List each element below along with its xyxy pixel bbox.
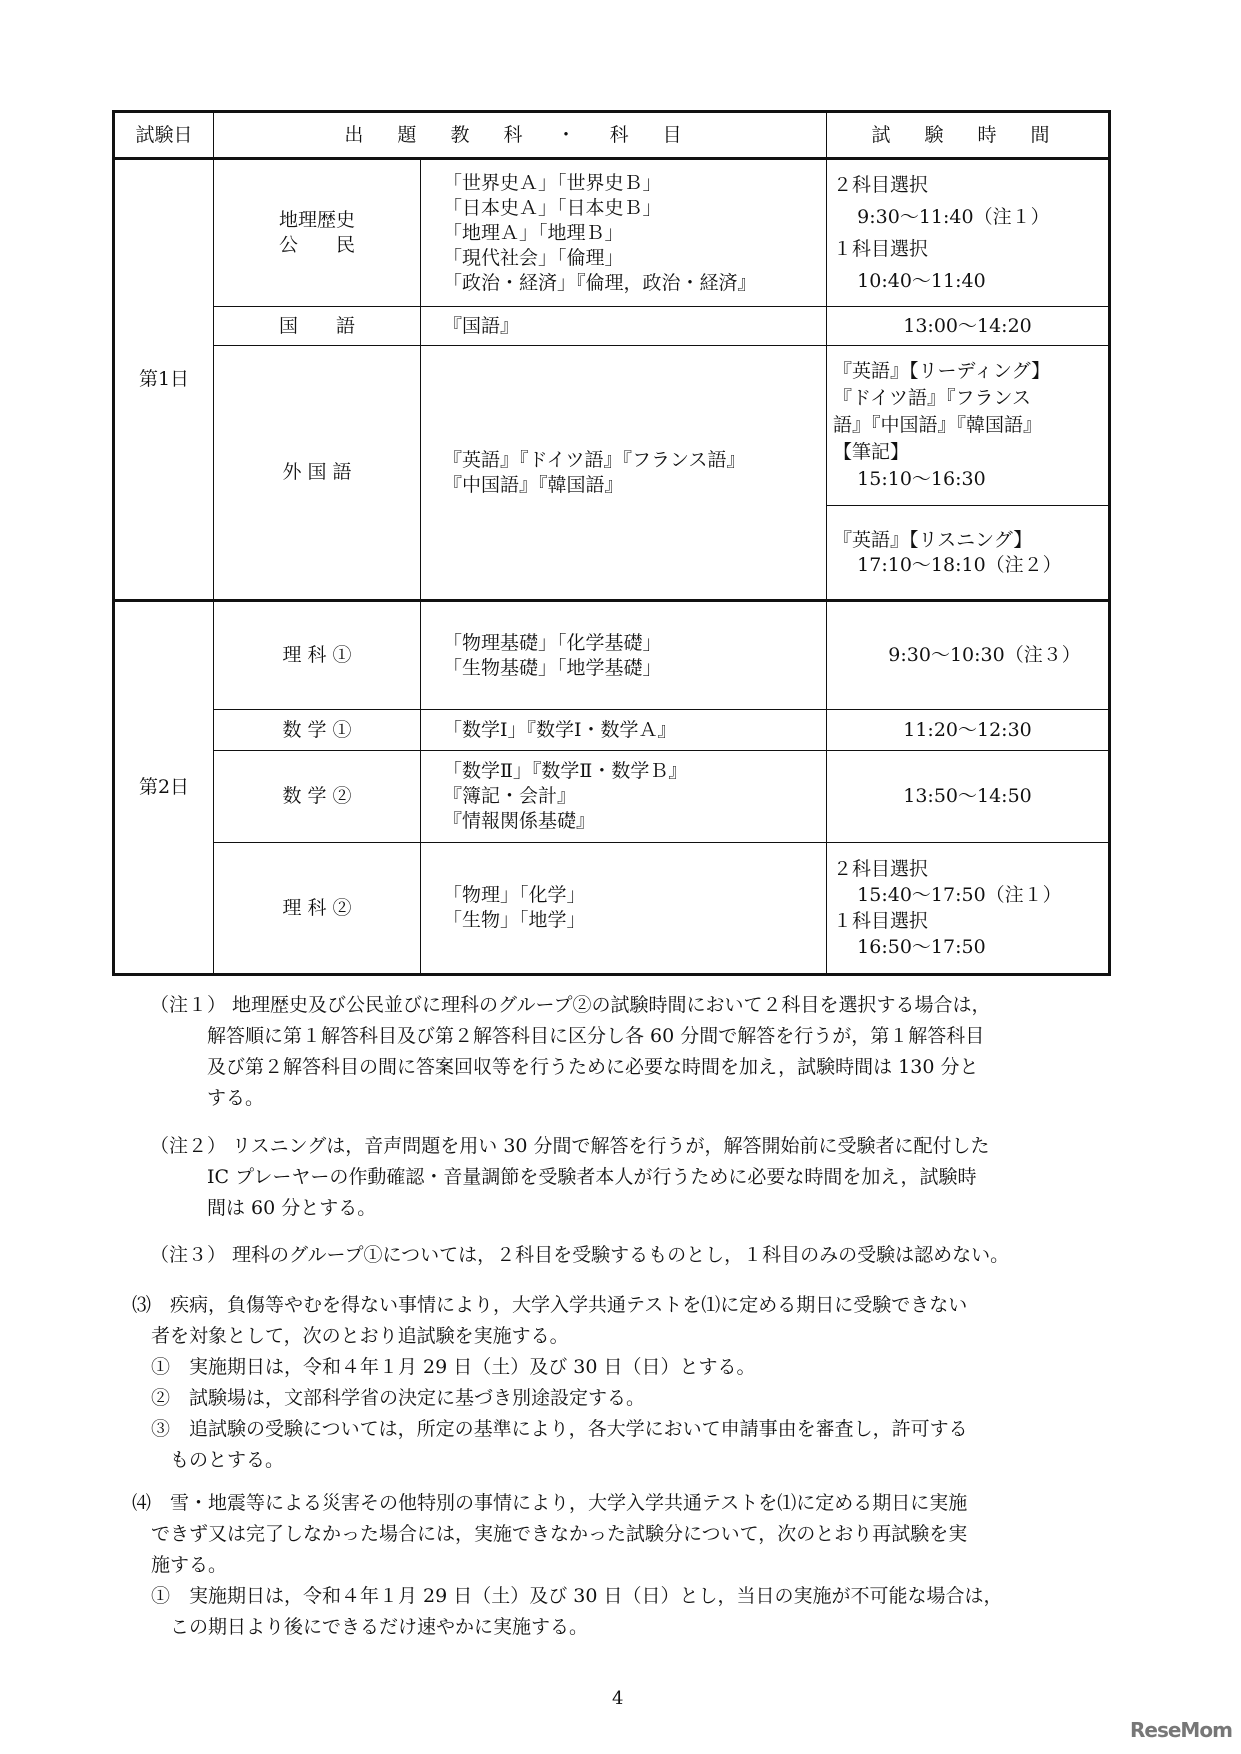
time-cell: ２科目選択 9:30～11:40（注１） １科目選択 10:40～11:40: [827, 159, 1110, 307]
header-time: 試 験 時 間: [827, 112, 1110, 159]
time-cell: 13:50～14:50: [827, 751, 1110, 843]
time-cell: 11:20～12:30: [827, 710, 1110, 751]
subject-cell: 数 学 ①: [214, 710, 421, 751]
table-row: [114, 601, 1110, 710]
note-3: （注３） 理科のグループ①については，２科目を受験するものとし，１科目のみの受験は認めない。: [150, 1244, 1010, 1266]
table-row: [114, 346, 1110, 506]
header-subject: 出 題 教 科 ・ 科 目: [214, 112, 827, 159]
page-number: 4: [612, 1688, 624, 1709]
time-cell-listening: 『英語』【リスニング】 17:10～18:10（注２）: [827, 506, 1110, 601]
paragraph-3: ⑶ 疾病，負傷等やむを得ない事情により，大学入学共通テストを⑴に定める期日に受験できない 者を対象として，次のとおり追試験を実施する。 ① 実施期日は，令和４年１月 29 日（土）及び 30 日（日）とする。 ② 試験場は，文部科学省の決定に基づき別途設定する。 ③ 追試験の受験については，所定の基準により，各大学において申請事由を審査し，許可する ものとする。: [132, 1294, 968, 1471]
time-cell: 13:00～14:20: [827, 307, 1110, 346]
courses-cell: 「物理基礎」「化学基礎」 「生物基礎」「地学基礎」: [421, 601, 827, 710]
table-row: [114, 843, 1110, 975]
courses-cell: 『英語』『ドイツ語』『フランス語』 『中国語』『韓国語』: [421, 346, 827, 601]
time-cell: 9:30～10:30（注３）: [827, 601, 1110, 710]
courses-cell: 「数学Ⅰ」『数学Ⅰ・数学Ａ』: [421, 710, 827, 751]
table-row: [114, 159, 1110, 307]
table-header: [114, 112, 1110, 159]
courses-cell: 『国語』: [421, 307, 827, 346]
time-cell: ２科目選択 15:40～17:50（注１） １科目選択 16:50～17:50: [827, 843, 1110, 975]
subject-cell: 理 科 ②: [214, 843, 421, 975]
table-row: [114, 751, 1110, 843]
subject-cell: 地理歴史 公 民: [214, 159, 421, 307]
courses-cell: 「物理」「化学」 「生物」「地学」: [421, 843, 827, 975]
subject-cell: 国 語: [214, 307, 421, 346]
header-date: 試験日: [114, 112, 214, 159]
day-label: 第2日: [114, 601, 214, 975]
subject-cell: 数 学 ②: [214, 751, 421, 843]
table-row: [114, 307, 1110, 346]
courses-cell: 「世界史Ａ」「世界史Ｂ」 「日本史Ａ」「日本史Ｂ」 「地理Ａ」「地理Ｂ」 「現代社会」「倫理」 「政治・経済」『倫理，政治・経済』: [421, 159, 827, 307]
exam-schedule-table: [112, 110, 1111, 976]
subject-cell: 外 国 語: [214, 346, 421, 601]
courses-cell: 「数学Ⅱ」『数学Ⅱ・数学Ｂ』 『簿記・会計』 『情報関係基礎』: [421, 751, 827, 843]
note-2: （注２） リスニングは，音声問題を用い 30 分間で解答を行うが，解答開始前に受験者に配付した IC プレーヤーの作動確認・音量調節を受験者本人が行うために必要な時間を加え，試験時 間は 60 分とする。: [150, 1135, 990, 1219]
time-cell: 『英語』【リーディング】 『ドイツ語』『フランス 語』『中国語』『韓国語』 【筆記】 15:10～16:30: [827, 346, 1110, 506]
paragraph-4: ⑷ 雪・地震等による災害その他特別の事情により，大学入学共通テストを⑴に定める期日に実施 できず又は完了しなかった場合には，実施できなかった試験分について，次のとおり再試験を実 施する。 ① 実施期日は，令和４年１月 29 日（土）及び 30 日（日）とし，当日の実施が不可能な場合は， この期日より後にできるだけ速やかに実施する。: [132, 1492, 1003, 1638]
table-row: [114, 710, 1110, 751]
subject-cell: 理 科 ①: [214, 601, 421, 710]
note-1: （注１） 地理歴史及び公民並びに理科のグループ②の試験時間において２科目を選択する場合は， 解答順に第１解答科目及び第２解答科目に区分し各 60 分間で解答を行うが，第１解答科目 及び第２解答科目の間に答案回収等を行うために必要な時間を加え，試験時間は 130 分と する。: [150, 994, 991, 1109]
resemom-logo: ReseMom: [1130, 1718, 1232, 1742]
day-label: 第1日: [114, 159, 214, 601]
